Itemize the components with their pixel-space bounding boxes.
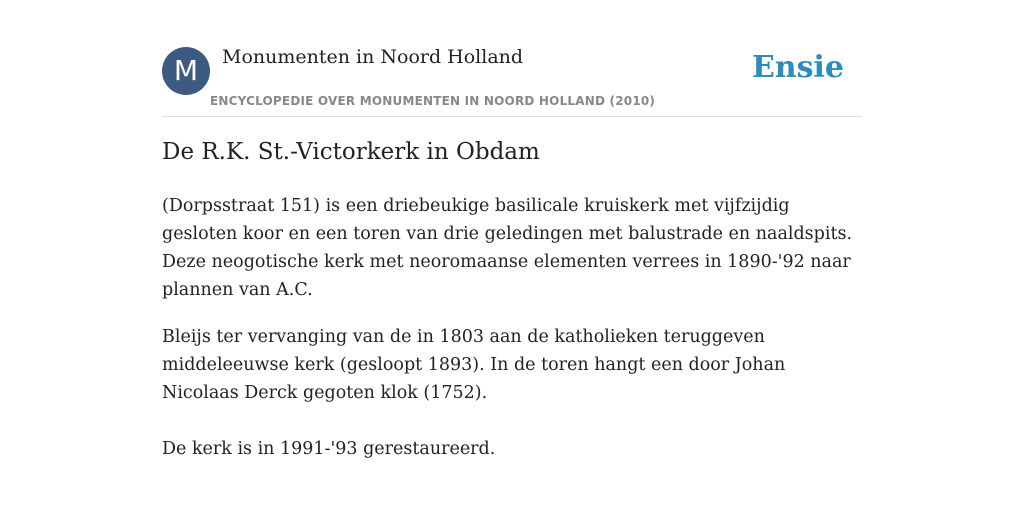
article-paragraph: (Dorpsstraat 151) is een driebeukige basilicale kruiskerk met vijfzijdig gesloten koor en een toren van drie geledingen met balustrade en naaldspits. Deze neogotische kerk met neoromaanse elementen verrees in 1890-'92 naar plannen van A.C. xyxy=(162,196,853,300)
article-title: De R.K. St.-Victorkerk in Obdam xyxy=(162,139,540,165)
book-avatar[interactable]: M xyxy=(162,47,210,95)
ensie-logo-link[interactable]: Ensie xyxy=(751,50,844,85)
article-paragraph: Bleijs ter vervanging van de in 1803 aan de katholieken teruggeven middeleeuwse kerk (gesloopt 1893). In de toren hangt een door Johan Nicolaas Derck gegoten klok (1752). xyxy=(162,327,786,403)
book-header xyxy=(162,0,862,117)
book-subtitle: ENCYCLOPEDIE OVER MONUMENTEN IN NOORD HOLLAND (2010) xyxy=(210,94,656,108)
article-card xyxy=(162,0,862,512)
article-paragraph: De kerk is in 1991-'93 gerestaureerd. xyxy=(162,439,496,459)
book-title-link[interactable]: Monumenten in Noord Holland xyxy=(222,46,524,68)
